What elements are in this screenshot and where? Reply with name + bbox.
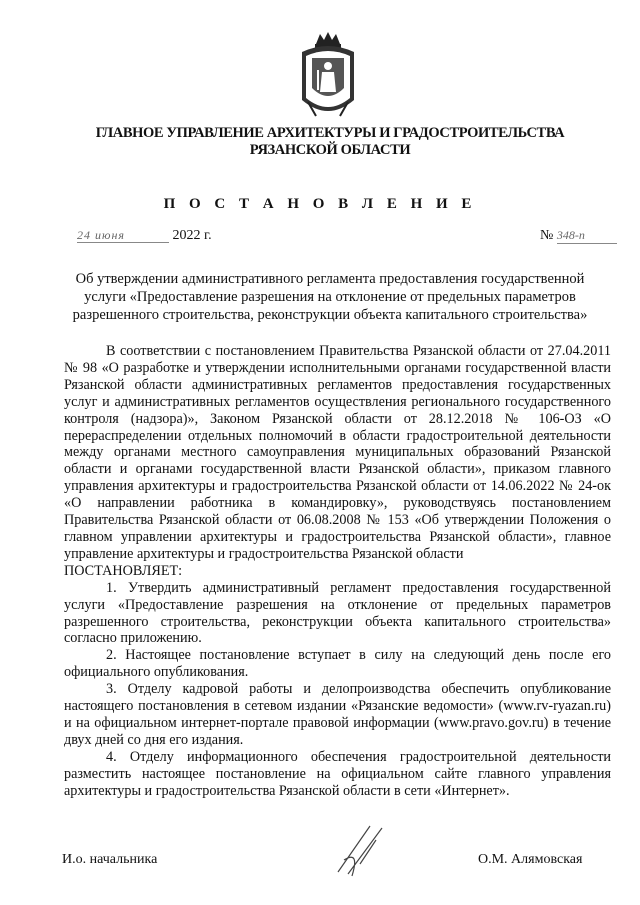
signer-position: И.о. начальника <box>62 852 158 867</box>
item-paragraph: 1. Утвердить административный регламент предоставления государственной услуги «Предоставление разрешения на отклонение от предельных параметров разрешенного строительства, реконструкции объекта капитального строительства» согласно приложению. <box>64 579 611 647</box>
handwritten-date: 24 июня <box>77 228 169 243</box>
signer-name: О.М. Алямовская <box>478 852 583 867</box>
handwritten-signature <box>330 820 390 880</box>
document-date <box>77 228 212 244</box>
preamble-paragraph: В соответствии с постановлением Правительства Рязанской области от 27.04.2011 № 98 «О разработке и утверждении исполнительными органами государственной власти Рязанской области административных регламентов предоставления государственных услуг и административных регламентов осуществления регионального государственного контроля (надзора)», Законом Рязанской области от 28.12.2018 № 106-ОЗ «О перераспределении отдельных полномочий в области градостроительной деятельности между органами местного самоуправления муниципальных образований Рязанской области и органами государственной власти Рязанской области», приказом главного управления архитектуры и градостроительства Рязанской области от 14.06.2022 № 24-ок «О направлении работника в командировку», руководствуясь постановлением Правительства Рязанской области от 06.08.2008 № 153 «Об утверждении Положения о главном управлении архитектуры и градостроительства Рязанской области», главное управление архитектуры и градостроительства Рязанской области <box>64 343 611 562</box>
item-paragraph: 3. Отделу кадровой работы и делопроизводства обеспечить опубликование настоящего постановления в сетевом издании «Рязанские ведомости» (www.rv-ryazan.ru) и на официальном интернет-портале правовой информации (www.pravo.gov.ru) в течение двух дней со дня его издания. <box>64 681 611 748</box>
number-sign: № <box>540 228 554 243</box>
document-title: Об утверждении административного регламента предоставления государственной услуги «Предоставление разрешения на отклонение от предельных параметров разрешенного строительства, реконструкции объекта капитального строительства» <box>72 271 588 323</box>
document-body <box>64 343 611 799</box>
organization-name: ГЛАВНОЕ УПРАВЛЕНИЕ АРХИТЕКТУРЫ И ГРАДОСТРОИТЕЛЬСТВА <box>95 125 565 141</box>
item-paragraph: 2. Настоящее постановление вступает в силу на следующий день после его официального опубликования. <box>64 647 611 681</box>
resolve-heading: ПОСТАНОВЛЯЕТ: <box>64 562 183 579</box>
item-paragraph: 4. Отделу информационного обеспечения градостроительной деятельности разместить настоящее постановление на официальном сайте главного управления архитектуры и градостроительства Рязанской области в сети «Интернет». <box>64 748 611 799</box>
document-number <box>540 228 617 244</box>
document-type: П О С Т А Н О В Л Е Н И Е <box>163 196 477 212</box>
coat-of-arms-icon <box>296 30 360 122</box>
organization-region: РЯЗАНСКОЙ ОБЛАСТИ <box>249 142 411 158</box>
date-year: 2022 г. <box>172 228 212 243</box>
handwritten-number: 348-п <box>557 228 617 244</box>
